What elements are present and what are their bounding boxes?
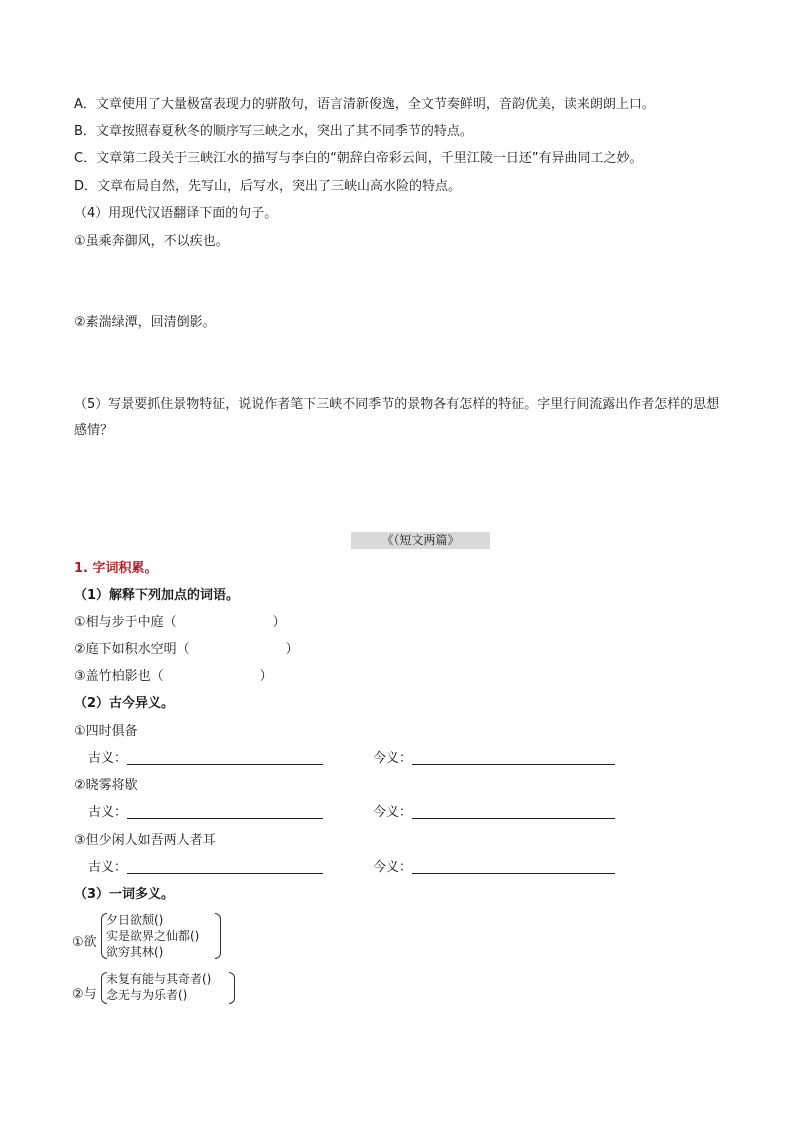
polysemy-item: 未复有能与其奇者() bbox=[106, 972, 212, 986]
option-c: C．文章第二段关于三峡江水的描写与李白的“朝辞白帝彩云间，千里江陵一日还”有异曲同工之妙。 bbox=[74, 151, 643, 166]
polysemy-label-1: ①欲 bbox=[72, 935, 97, 950]
option-b: B．文章按照春夏秋冬的顺序写三峡之水，突出了其不同季节的特点。 bbox=[74, 124, 473, 139]
vocab-sub3: （3）一词多义。 bbox=[74, 887, 175, 902]
jin-label: 今义： bbox=[373, 860, 413, 875]
gujin-row-1 bbox=[88, 752, 615, 765]
jin-blank[interactable] bbox=[412, 752, 615, 765]
gujin-word-2: ②晓雾将歇 bbox=[74, 778, 138, 793]
option-a: A．文章使用了大量极富表现力的骈散句，语言清新俊逸，全文节奏鲜明，音韵优美，读来朗朗上口。 bbox=[74, 97, 655, 112]
gujin-word-1: ①四时俱备 bbox=[74, 724, 138, 739]
polysemy-items-1 bbox=[106, 912, 199, 960]
polysemy-item: 夕日欲颓() bbox=[106, 913, 164, 927]
brace-right-1 bbox=[215, 913, 221, 959]
jin-label: 今义： bbox=[373, 751, 413, 766]
polysemy-item: 念无与为乐者() bbox=[106, 988, 188, 1002]
q4-sentence-1: ①虽乘奔御风，不以疾也。 bbox=[74, 234, 229, 249]
jin-blank[interactable] bbox=[412, 861, 615, 874]
vocab-sub1: （1）解释下列加点的词语。 bbox=[74, 588, 240, 603]
jin-label: 今义： bbox=[373, 805, 413, 820]
gujin-row-2 bbox=[88, 806, 615, 819]
vocab-heading: 1. 字词积累。 bbox=[74, 561, 158, 576]
vocab-item-text: ②庭下如积水空明（ bbox=[74, 642, 190, 657]
gu-blank[interactable] bbox=[127, 806, 323, 819]
close-paren: ） bbox=[285, 642, 299, 657]
vocab-item-text: ③盖竹柏影也（ bbox=[74, 669, 164, 684]
vocab-item-text: ①相与步于中庭（ bbox=[74, 615, 177, 630]
vocab-sub2: （2）古今异义。 bbox=[74, 696, 175, 711]
q5-prompt: （5）写景要抓住景物特征，说说作者笔下三峡不同季节的景物各有怎样的特征。字里行间流露出作者怎样的思想感情？ bbox=[74, 397, 720, 438]
gujin-row-3 bbox=[88, 861, 615, 874]
close-paren: ） bbox=[272, 615, 286, 630]
vocab-item-3 bbox=[74, 670, 273, 683]
q4-sentence-2: ②素湍绿潭，回清倒影。 bbox=[74, 315, 216, 330]
polysemy-label-2: ②与 bbox=[72, 987, 97, 1002]
polysemy-items-2 bbox=[106, 971, 211, 1003]
close-paren: ） bbox=[259, 669, 273, 684]
polysemy-item: 实是欲界之仙都() bbox=[106, 929, 200, 943]
section-title: 《（短文两篇》 bbox=[351, 532, 490, 549]
jin-blank[interactable] bbox=[412, 806, 615, 819]
gu-label: 古义： bbox=[88, 751, 128, 766]
gu-label: 古义： bbox=[88, 860, 128, 875]
q4-prompt: （4）用现代汉语翻译下面的句子。 bbox=[74, 206, 278, 221]
brace-right-2 bbox=[229, 972, 235, 1004]
option-d: D．文章布局自然，先写山，后写水，突出了三峡山高水险的特点。 bbox=[74, 179, 462, 194]
vocab-item-2 bbox=[74, 643, 299, 656]
gu-label: 古义： bbox=[88, 805, 128, 820]
gu-blank[interactable] bbox=[127, 861, 323, 874]
vocab-item-1 bbox=[74, 616, 286, 629]
gu-blank[interactable] bbox=[127, 752, 323, 765]
gujin-word-3: ③但少闲人如吾两人者耳 bbox=[74, 833, 216, 848]
polysemy-item: 欲穷其林() bbox=[106, 945, 164, 959]
